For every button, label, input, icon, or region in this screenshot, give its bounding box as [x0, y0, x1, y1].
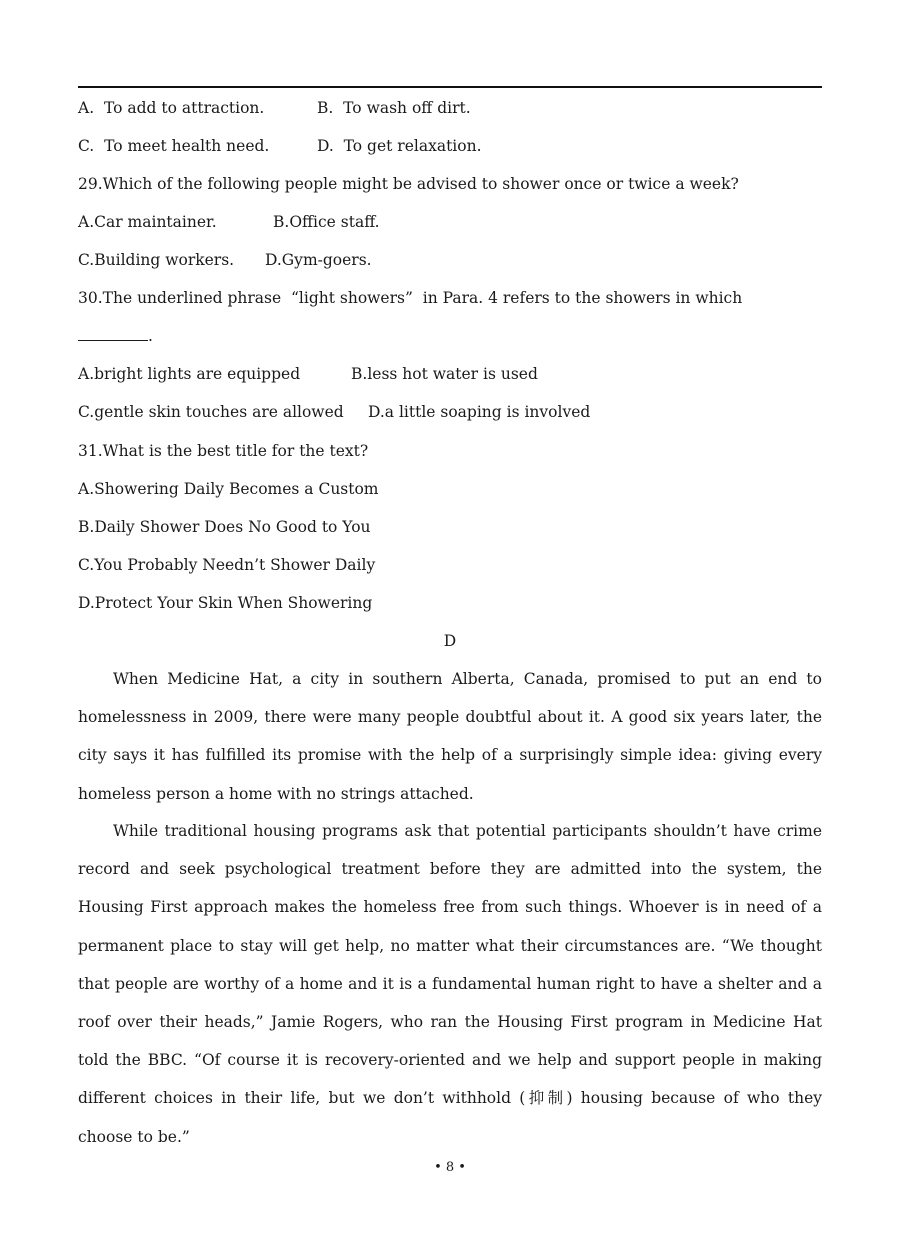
- passage-paragraph-2: [78, 812, 822, 1156]
- passage-paragraph-1-text: When Medicine Hat, a city in southern Alberta, Canada, promised to put an end to homelessness in 2009, there were many people doubtful about it. A good six years later, the city says it has fulfilled its promise with the help of a surprisingly simple idea: giving every homeless person a home with no strings attached.: [78, 670, 822, 803]
- q31-option-a: A.Showering Daily Becomes a Custom: [78, 480, 379, 498]
- q29-option-b: B.Office staff.: [273, 213, 380, 231]
- q31-option-c: C.You Probably Needn’t Shower Daily: [78, 556, 376, 574]
- q28-option-c: C. To meet health need.: [78, 137, 270, 155]
- q30-option-a: A.bright lights are equipped: [78, 365, 301, 383]
- q28-option-b: B. To wash off dirt.: [317, 99, 471, 117]
- answer-blank: [78, 328, 148, 341]
- q28-option-a: A. To add to attraction.: [78, 99, 265, 117]
- q28-option-d: D. To get relaxation.: [317, 137, 482, 155]
- passage-paragraph-2-text: While traditional housing programs ask that potential participants shouldn’t have crime record and seek psychological treatment before they are admitted into the system, the Housing First approach makes the homeless free from such things. Whoever is in need of a permanent place to stay will get help, no matter what their circumstances are. “We thought that people are worthy of a home and it is a fundamental human right to have a shelter and a roof over their heads,” Jamie Rogers, who ran the Housing First program in Medicine Hat told the BBC. “Of course it is recovery-oriented and we help and support people in making different choices in their life, but we don’t withhold (抑制) housing because of who they choose to be.”: [78, 822, 822, 1146]
- q30-option-b: B.less hot water is used: [351, 365, 538, 383]
- q31-stem: 31.What is the best title for the text?: [78, 442, 369, 460]
- header-rule: [78, 86, 822, 88]
- q30-blank-end: .: [148, 327, 153, 345]
- q29-option-d: D.Gym-goers.: [265, 251, 372, 269]
- q30-stem: 30.The underlined phrase “light showers” in Para. 4 refers to the showers in which: [78, 289, 743, 307]
- q30-option-d: D.a little soaping is involved: [368, 403, 591, 421]
- q30-option-c: C.gentle skin touches are allowed: [78, 403, 344, 421]
- q29-option-c: C.Building workers.: [78, 251, 235, 269]
- q30-blank-line: [78, 326, 153, 346]
- q31-option-d: D.Protect Your Skin When Showering: [78, 594, 373, 612]
- passage-paragraph-1: [78, 660, 822, 813]
- section-label: D: [443, 632, 457, 650]
- q29-stem: 29.Which of the following people might be advised to shower once or twice a week?: [78, 175, 739, 193]
- q29-option-a: A.Car maintainer.: [78, 213, 217, 231]
- q31-option-b: B.Daily Shower Does No Good to You: [78, 518, 371, 536]
- page-number: • 8 •: [434, 1160, 466, 1175]
